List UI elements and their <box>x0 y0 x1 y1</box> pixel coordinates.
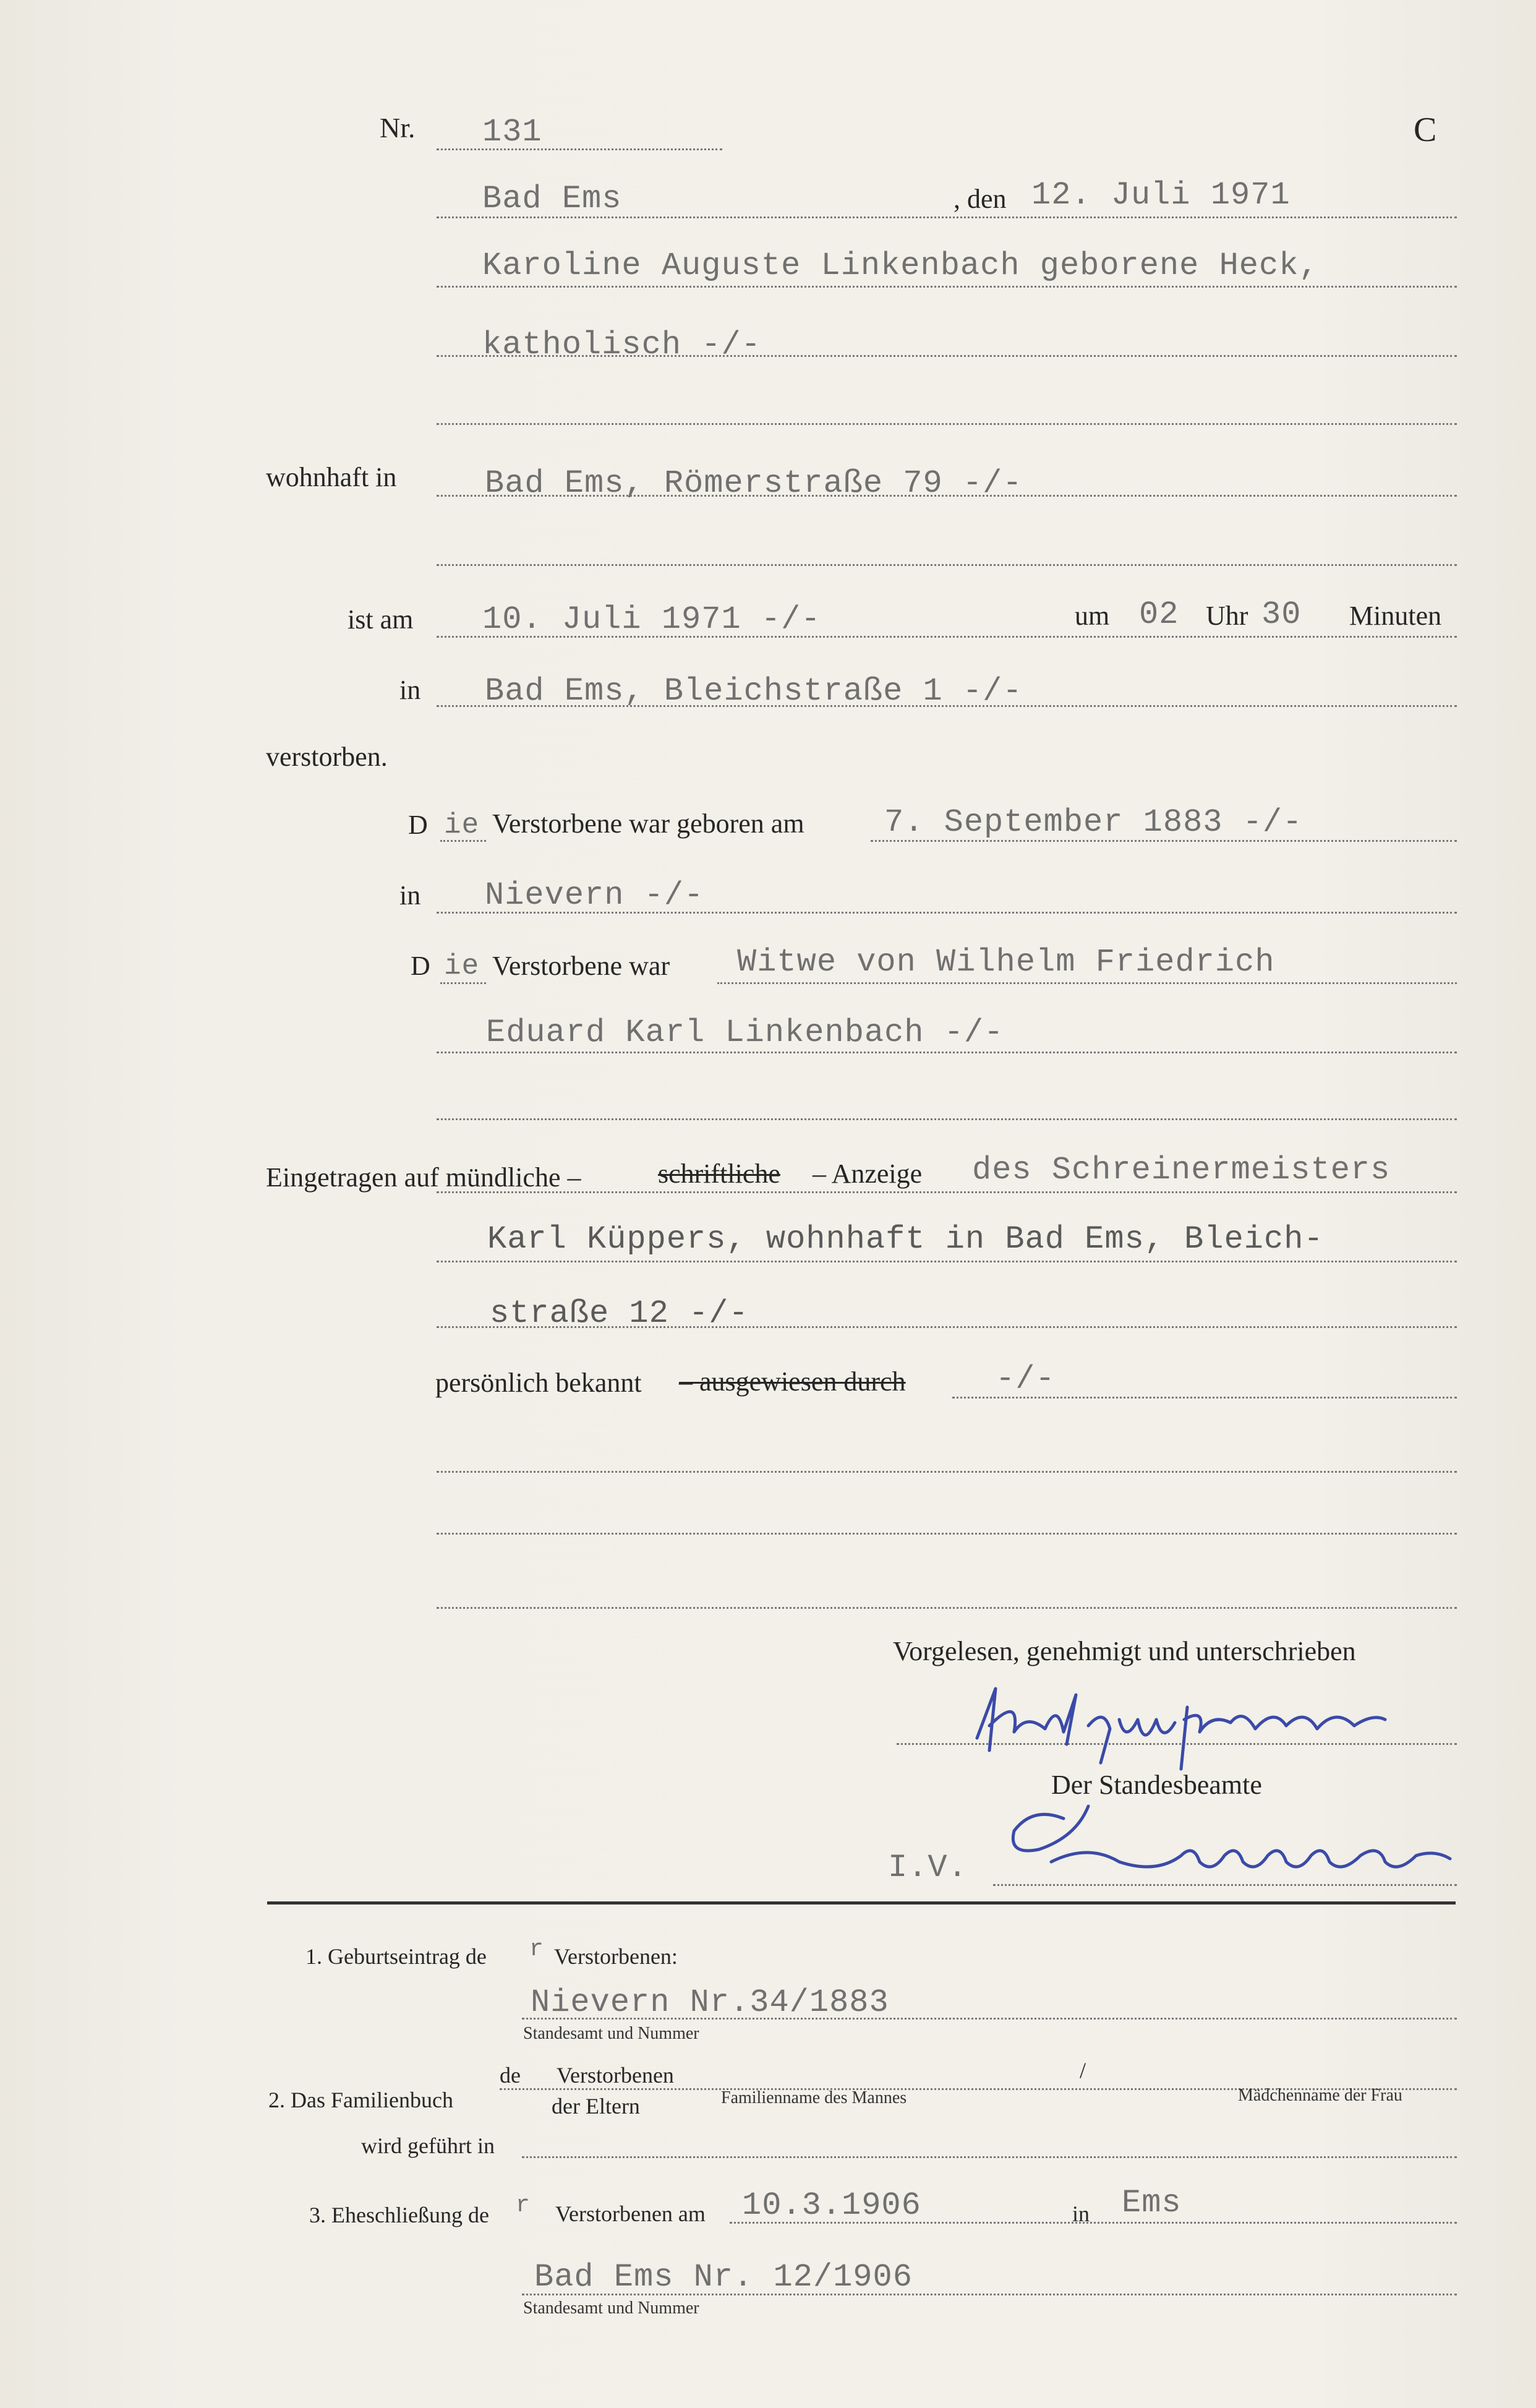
date-value: 12. Juli 1971 <box>1031 177 1291 213</box>
section-divider <box>267 1901 1456 1905</box>
death-place: Bad Ems, Bleichstraße 1 -/- <box>485 673 1023 709</box>
registration-text-1: des Schreinermeisters <box>972 1152 1391 1188</box>
known-line <box>952 1397 1457 1399</box>
birth-place: Nievern -/- <box>485 877 704 914</box>
note1-label-end: Verstorbenen: <box>554 1944 678 1969</box>
status-line-2 <box>437 1052 1457 1053</box>
note1-label: 1. Geburtseintrag de <box>305 1944 487 1969</box>
registration-line-2 <box>437 1261 1457 1262</box>
registration-struck-option: schriftliche <box>658 1159 780 1189</box>
birth-d-label: D <box>408 810 428 840</box>
verstorben-label: verstorben. <box>266 742 388 772</box>
name-line <box>437 286 1457 288</box>
note1-value: Nievern Nr.34/1883 <box>531 1984 889 2021</box>
minuten-label: Minuten <box>1349 601 1442 631</box>
note3-fill: r <box>516 2192 531 2219</box>
blank-line-1 <box>437 423 1457 425</box>
registration-text-2: Karl Küppers, wohnhaft in Bad Ems, Bleich- <box>487 1221 1324 1258</box>
registrar-label: Der Standesbeamte <box>1051 1770 1262 1800</box>
death-hour: 02 <box>1139 596 1179 633</box>
death-date: 10. Juli 1971 -/- <box>482 601 821 638</box>
registration-label-end: – Anzeige <box>813 1159 923 1189</box>
status-d-label: D <box>411 951 430 981</box>
death-place-in-label: in <box>399 675 421 705</box>
note1-caption: Standesamt und Nummer <box>523 2024 699 2043</box>
deceased-name: Karoline Auguste Linkenbach geborene Heck, <box>482 247 1319 284</box>
blank-line-3 <box>437 1118 1457 1120</box>
registration-label-start: Eingetragen auf mündliche – <box>266 1162 581 1193</box>
place-value: Bad Ems <box>482 181 622 217</box>
uhr-label: Uhr <box>1206 601 1248 631</box>
note2-caption-husband: Familienname des Mannes <box>721 2088 907 2107</box>
status-d-fill: ie <box>444 950 480 982</box>
note3-label: 3. Eheschließung de <box>309 2203 489 2227</box>
known-struck: – ausgewiesen durch <box>679 1366 906 1397</box>
nr-value: 131 <box>482 114 542 150</box>
known-label: persönlich bekannt <box>435 1368 642 1398</box>
birth-date: 7. September 1883 -/- <box>884 804 1303 841</box>
note2-label: 2. Das Familienbuch <box>268 2088 453 2112</box>
nr-line <box>437 148 722 150</box>
note2-kept-line <box>522 2156 1457 2158</box>
note2-option-deceased: Verstorbenen <box>557 2063 674 2088</box>
birth-label: Verstorbene war geboren am <box>492 808 804 839</box>
note2-slash: / <box>1080 2058 1086 2083</box>
blank-line-6 <box>437 1607 1457 1609</box>
status-text-2: Eduard Karl Linkenbach -/- <box>486 1014 1004 1051</box>
blank-line-5 <box>437 1533 1457 1535</box>
registration-text-3: straße 12 -/- <box>490 1295 749 1332</box>
note2-option-parents: der Eltern <box>552 2094 640 2119</box>
note1-fill: r <box>529 1936 544 1963</box>
note3-date: 10.3.1906 <box>742 2187 921 2224</box>
registrar-signature <box>996 1781 1466 1893</box>
known-value: -/- <box>996 1361 1056 1397</box>
death-minutes: 30 <box>1261 596 1302 633</box>
um-label: um <box>1075 601 1110 631</box>
ist-am-label: ist am <box>348 604 414 635</box>
birth-d-fill: ie <box>444 809 480 841</box>
corner-letter: C <box>1414 111 1437 149</box>
status-label: Verstorbene war <box>492 951 670 981</box>
note3-value: Bad Ems Nr. 12/1906 <box>534 2259 913 2295</box>
status-line-1 <box>717 982 1457 984</box>
registration-line-1 <box>437 1191 1457 1193</box>
note3-in-label: in <box>1072 2201 1090 2226</box>
birth-in-label: in <box>399 880 421 910</box>
status-d-line <box>440 982 486 984</box>
note3-label-end: Verstorbenen am <box>555 2201 706 2226</box>
den-label: , den <box>954 184 1007 214</box>
status-text-1: Witwe von Wilhelm Friedrich <box>737 944 1275 980</box>
nr-label: Nr. <box>380 112 416 144</box>
wohnhaft-label: wohnhaft in <box>266 462 397 492</box>
note2-kept-label: wird geführt in <box>361 2133 495 2158</box>
note3-place: Ems <box>1122 2185 1182 2221</box>
blank-line-2 <box>437 564 1457 566</box>
informant-signature <box>952 1670 1410 1769</box>
blank-line-4 <box>437 1471 1457 1473</box>
iv-label: I.V. <box>888 1849 968 1886</box>
note2-de: de <box>500 2063 521 2088</box>
deceased-religion: katholisch -/- <box>482 327 761 363</box>
read-approved-label: Vorgelesen, genehmigt und unterschrieben <box>893 1636 1356 1666</box>
note2-caption-wife: Mädchenname der Frau <box>1238 2086 1402 2105</box>
note3-caption: Standesamt und Nummer <box>523 2299 699 2318</box>
wohnhaft-value: Bad Ems, Römerstraße 79 -/- <box>485 465 1023 502</box>
